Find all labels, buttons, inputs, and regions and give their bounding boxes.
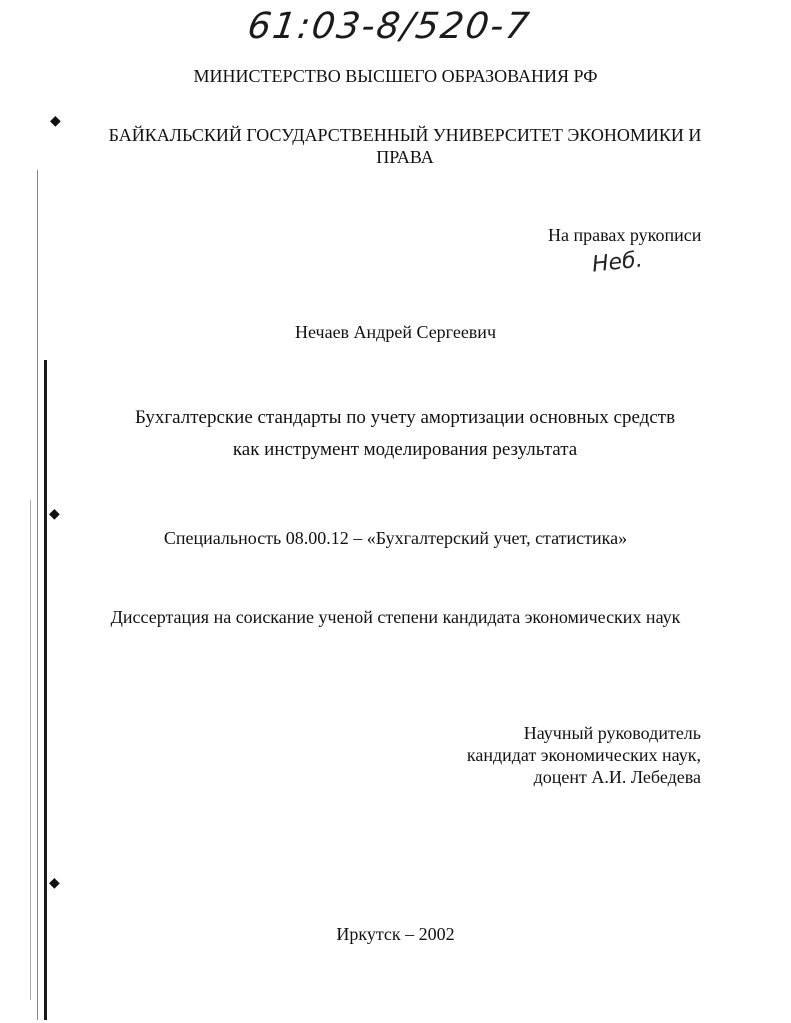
scan-edge-line <box>44 360 47 1020</box>
dissertation-degree-line: Диссертация на соискание ученой степени кандидата экономических наук <box>110 607 681 627</box>
handwritten-signature: Неб. <box>590 247 644 278</box>
advisor-name: доцент А.И. Лебедева <box>533 767 701 787</box>
dissertation-title <box>60 402 750 466</box>
binder-mark: ◆ <box>50 114 61 129</box>
specialty-line: Специальность 08.00.12 – «Бухгалтерский учет, статистика» <box>163 528 628 548</box>
advisor-degree: кандидат экономических наук, <box>466 745 701 765</box>
title-line-1: Бухгалтерские стандарты по учету амортизации основных средств <box>134 407 676 428</box>
advisor-role: Научный руководитель <box>523 723 701 743</box>
scan-edge-line-thin <box>37 170 38 1020</box>
university-heading: БАЙКАЛЬСКИЙ ГОСУДАРСТВЕННЫЙ УНИВЕРСИТЕТ ЭКОНОМИКИ И ПРАВА <box>108 125 702 167</box>
binder-mark: ◆ <box>49 876 60 891</box>
city-year: Иркутск – 2002 <box>336 924 455 944</box>
author-name: Нечаев Андрей Сергеевич <box>294 322 496 342</box>
binder-mark: ◆ <box>49 507 60 522</box>
archive-stamp-number: 61:03-8/520-7 <box>245 6 534 47</box>
rights-note: На правах рукописи <box>548 225 702 245</box>
ministry-heading: МИНИСТЕРСТВО ВЫСШЕГО ОБРАЗОВАНИЯ РФ <box>193 66 598 86</box>
advisor-block <box>467 722 701 788</box>
title-line-2: как инструмент моделирования результата <box>232 439 578 460</box>
